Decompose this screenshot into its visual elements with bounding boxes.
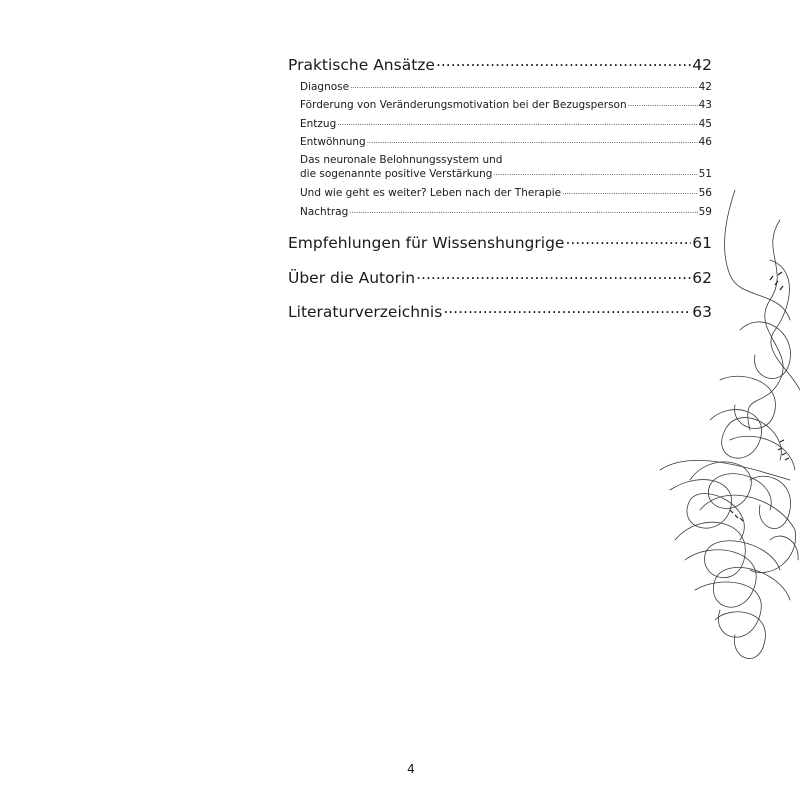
toc-entry-page: 61: [692, 233, 712, 252]
dot-leader: [493, 168, 697, 177]
toc-entry-title: Empfehlungen für Wissenshungrige: [288, 233, 565, 252]
toc-entry-diagnose[interactable]: [300, 81, 712, 93]
page-number: 4: [407, 762, 415, 776]
toc-entry-title: Förderung von Veränderungsmotivation bei der Bezugsperson: [300, 99, 627, 111]
toc-entry-page: 63: [692, 302, 712, 321]
toc-entry-page: 42: [692, 55, 712, 74]
toc-entry-page: 45: [698, 118, 712, 130]
dot-leader: [337, 118, 697, 127]
toc-entry-page: 56: [698, 187, 712, 199]
dot-leader: [350, 81, 698, 90]
toc-entry-page: 59: [698, 206, 712, 218]
toc-entry-belohnungssystem[interactable]: [300, 168, 712, 180]
toc-entry-title: Über die Autorin: [288, 268, 416, 287]
toc-entry-title-line1: Das neuronale Belohnungssystem und: [300, 154, 503, 166]
scribble-drawing-icon: [630, 180, 800, 720]
dot-leader: [367, 136, 698, 145]
toc-entry-foerderung[interactable]: [300, 99, 712, 111]
toc-entry-title: Nachtrag: [300, 206, 349, 218]
dot-leader: [436, 54, 691, 70]
toc-entry-entzug[interactable]: [300, 118, 712, 130]
toc-entry-title: Und wie geht es weiter? Leben nach der Therapie: [300, 187, 562, 199]
toc-entry-title: Entwöhnung: [300, 136, 366, 148]
toc-entry-entwoehnung[interactable]: [300, 136, 712, 148]
toc-entry-page: 43: [698, 99, 712, 111]
toc-entry-title: Diagnose: [300, 81, 350, 93]
toc-entry-title: Literaturverzeichnis: [288, 302, 443, 321]
toc-entry-praktische-ansaetze[interactable]: [288, 54, 712, 74]
toc-entry-title: die sogenannte positive Verstärkung: [300, 168, 493, 180]
toc-entry-title: Praktische Ansätze: [288, 55, 435, 74]
toc-entry-page: 51: [698, 168, 712, 180]
toc-entry-page: 42: [698, 81, 712, 93]
dot-leader: [628, 99, 698, 108]
toc-entry-page: 62: [692, 268, 712, 287]
toc-entry-title: Entzug: [300, 118, 337, 130]
toc-entry-page: 46: [698, 136, 712, 148]
